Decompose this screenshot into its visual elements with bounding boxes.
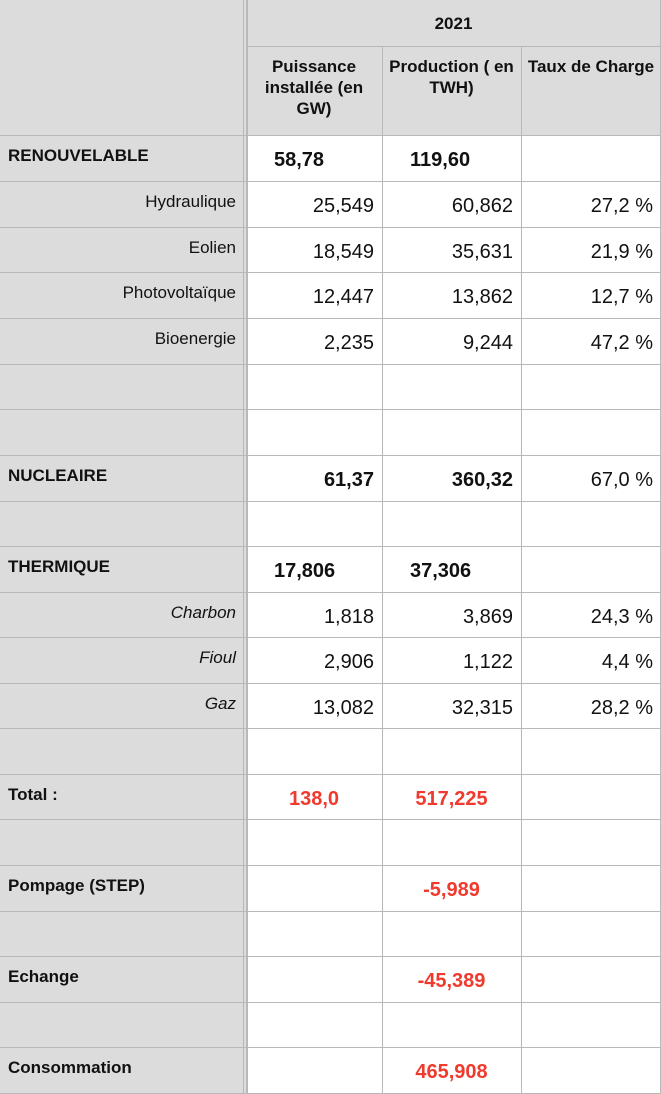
- grid-line: [0, 1047, 661, 1048]
- cell-value: 32,315: [451, 697, 513, 719]
- header-col3: Taux de Charge: [527, 57, 655, 76]
- row-label-cell[interactable]: [0, 1048, 246, 1094]
- cell-value: 2,906: [323, 651, 374, 673]
- cell-value: 12,7 %: [590, 286, 653, 308]
- row-label: Eolien: [188, 238, 236, 257]
- row-label: Consommation: [8, 1058, 132, 1077]
- table-cell[interactable]: [521, 456, 661, 502]
- row-label-cell[interactable]: [0, 820, 246, 866]
- table-cell[interactable]: [246, 547, 382, 593]
- table-cell[interactable]: [246, 365, 382, 410]
- row-label-cell[interactable]: [0, 957, 246, 1003]
- row-label-cell[interactable]: [0, 228, 246, 273]
- table-cell[interactable]: [521, 593, 661, 638]
- row-label: Pompage (STEP): [8, 876, 145, 895]
- table-cell[interactable]: [521, 228, 661, 273]
- row-label-cell[interactable]: [0, 547, 246, 593]
- cell-value: 360,32: [451, 469, 513, 491]
- table-cell[interactable]: [521, 775, 661, 820]
- row-label: Fioul: [199, 648, 236, 667]
- table-cell[interactable]: [246, 866, 382, 912]
- table-cell[interactable]: [246, 957, 382, 1003]
- table-cell[interactable]: [382, 729, 521, 775]
- cell-value: 37,306: [410, 560, 472, 582]
- cell-value: 119,60: [410, 149, 471, 171]
- table-cell[interactable]: [246, 182, 382, 228]
- table-cell[interactable]: [521, 365, 661, 410]
- table-cell[interactable]: [382, 684, 521, 729]
- cell-value: 2,235: [323, 332, 374, 354]
- table-cell[interactable]: [521, 273, 661, 319]
- table-cell[interactable]: [246, 319, 382, 365]
- table-cell[interactable]: [382, 775, 521, 820]
- table-cell[interactable]: [521, 638, 661, 684]
- cell-value: 465,908: [415, 1061, 488, 1083]
- header-col3-cell[interactable]: [521, 46, 661, 136]
- row-label-cell[interactable]: [0, 684, 246, 729]
- row-label-cell[interactable]: [0, 912, 246, 957]
- table-cell[interactable]: [382, 410, 521, 456]
- table-cell[interactable]: [521, 820, 661, 866]
- row-label-cell[interactable]: [0, 136, 246, 182]
- table-cell[interactable]: [521, 502, 661, 547]
- table-cell[interactable]: [382, 593, 521, 638]
- cell-value: 60,862: [451, 195, 513, 217]
- table-cell[interactable]: [246, 410, 382, 456]
- grid-line: [0, 227, 661, 228]
- table-cell[interactable]: [521, 866, 661, 912]
- cell-value: 138,0: [288, 788, 340, 810]
- table-cell[interactable]: [382, 638, 521, 684]
- cell-value: 1,122: [462, 651, 513, 673]
- cell-value: 9,244: [462, 332, 513, 354]
- header-year: 2021: [434, 14, 473, 33]
- table-cell[interactable]: [246, 820, 382, 866]
- table-cell[interactable]: [382, 1048, 521, 1094]
- table-cell[interactable]: [382, 820, 521, 866]
- row-label: RENOUVELABLE: [8, 146, 149, 165]
- header-corner-cell[interactable]: [0, 0, 246, 136]
- table-cell[interactable]: [382, 957, 521, 1003]
- row-label-cell[interactable]: [0, 273, 246, 319]
- cell-value: 25,549: [312, 195, 374, 217]
- table-cell[interactable]: [382, 365, 521, 410]
- grid-line: [0, 181, 661, 182]
- table-cell[interactable]: [382, 547, 521, 593]
- row-label-cell[interactable]: [0, 182, 246, 228]
- grid-line: [0, 911, 661, 912]
- cell-value: 17,806: [274, 560, 336, 582]
- table-cell[interactable]: [246, 912, 382, 957]
- grid-line: [0, 364, 661, 365]
- cell-value: -5,989: [423, 879, 480, 901]
- grid-line: [0, 956, 661, 957]
- cell-value: 21,9 %: [590, 241, 653, 263]
- grid-line: [0, 455, 661, 456]
- grid-line: [382, 46, 383, 1094]
- table-cell[interactable]: [382, 319, 521, 365]
- row-label-cell[interactable]: [0, 502, 246, 547]
- table-cell[interactable]: [521, 729, 661, 775]
- grid-line: [0, 501, 661, 502]
- grid-line: [0, 546, 661, 547]
- grid-line: [0, 409, 661, 410]
- grid-line: [243, 0, 244, 1094]
- table-cell[interactable]: [382, 136, 521, 182]
- table-cell[interactable]: [246, 593, 382, 638]
- cell-value: 1,818: [323, 606, 374, 628]
- grid-line: [0, 318, 661, 319]
- grid-line: [521, 46, 522, 1094]
- table-cell[interactable]: [246, 775, 382, 820]
- row-label-cell[interactable]: [0, 319, 246, 365]
- row-label: THERMIQUE: [8, 557, 110, 576]
- row-label-cell[interactable]: [0, 1003, 246, 1048]
- header-col2: Production ( en TWH): [389, 57, 514, 97]
- table-cell[interactable]: [246, 456, 382, 502]
- cell-value: -45,389: [417, 970, 486, 992]
- table-cell[interactable]: [521, 912, 661, 957]
- table-cell[interactable]: [382, 502, 521, 547]
- table-cell[interactable]: [382, 912, 521, 957]
- table-cell[interactable]: [382, 273, 521, 319]
- table-cell[interactable]: [382, 228, 521, 273]
- row-label: Charbon: [170, 603, 236, 622]
- header-col1: Puissance installée (en GW): [264, 57, 364, 118]
- row-label-cell[interactable]: [0, 365, 246, 410]
- grid-line: [0, 819, 661, 820]
- grid-line: [0, 774, 661, 775]
- grid-line: [0, 135, 661, 136]
- grid-line: [246, 0, 248, 1094]
- row-label-cell[interactable]: [0, 638, 246, 684]
- grid-line: [0, 272, 661, 273]
- row-label-cell[interactable]: [0, 593, 246, 638]
- row-label: Photovoltaïque: [122, 283, 236, 302]
- row-label: Bioenergie: [154, 329, 236, 348]
- cell-value: 27,2 %: [590, 195, 653, 217]
- table-cell[interactable]: [521, 547, 661, 593]
- cell-value: 18,549: [312, 241, 374, 263]
- table-cell[interactable]: [521, 136, 661, 182]
- table-cell[interactable]: [246, 729, 382, 775]
- cell-value: 517,225: [415, 788, 488, 810]
- grid-line: [246, 46, 661, 47]
- table-cell[interactable]: [382, 182, 521, 228]
- table-cell[interactable]: [521, 1048, 661, 1094]
- grid-line: [0, 728, 661, 729]
- grid-line: [0, 1002, 661, 1003]
- cell-value: 67,0 %: [590, 469, 653, 491]
- cell-value: 12,447: [312, 286, 374, 308]
- cell-value: 24,3 %: [590, 606, 653, 628]
- header-year-cell[interactable]: [246, 0, 661, 46]
- cell-value: 13,082: [312, 697, 374, 719]
- row-label: Hydraulique: [145, 192, 236, 211]
- table-cell[interactable]: [382, 456, 521, 502]
- table-cell[interactable]: [246, 1048, 382, 1094]
- grid-line: [0, 683, 661, 684]
- row-label: Total :: [8, 785, 58, 804]
- row-label: NUCLEAIRE: [8, 466, 108, 485]
- table-cell[interactable]: [521, 957, 661, 1003]
- table-cell[interactable]: [382, 866, 521, 912]
- table-cell[interactable]: [246, 638, 382, 684]
- row-label-cell[interactable]: [0, 866, 246, 912]
- cell-value: 58,78: [274, 149, 325, 171]
- table-cell[interactable]: [246, 136, 382, 182]
- row-label-cell[interactable]: [0, 775, 246, 820]
- header-col1-cell[interactable]: [246, 46, 382, 136]
- table-cell[interactable]: [521, 684, 661, 729]
- grid-line: [0, 637, 661, 638]
- table-cell[interactable]: [521, 319, 661, 365]
- row-label-cell[interactable]: [0, 410, 246, 456]
- table-cell[interactable]: [521, 182, 661, 228]
- grid-line: [0, 592, 661, 593]
- table-cell[interactable]: [382, 1003, 521, 1048]
- cell-value: 28,2 %: [590, 697, 653, 719]
- row-label-cell[interactable]: [0, 729, 246, 775]
- cell-value: 13,862: [451, 286, 513, 308]
- row-label: Gaz: [204, 694, 236, 713]
- table-cell[interactable]: [521, 1003, 661, 1048]
- row-label: Echange: [8, 967, 79, 986]
- table-cell[interactable]: [246, 1003, 382, 1048]
- table-cell[interactable]: [246, 228, 382, 273]
- cell-value: 47,2 %: [590, 332, 653, 354]
- cell-value: 35,631: [451, 241, 513, 263]
- table-cell[interactable]: [246, 502, 382, 547]
- table-cell[interactable]: [246, 273, 382, 319]
- cell-value: 3,869: [462, 606, 513, 628]
- table-cell[interactable]: [246, 684, 382, 729]
- grid-line: [0, 865, 661, 866]
- table-cell[interactable]: [521, 410, 661, 456]
- row-label-cell[interactable]: [0, 456, 246, 502]
- cell-value: 61,37: [323, 469, 374, 491]
- cell-value: 4,4 %: [601, 651, 653, 673]
- header-col2-cell[interactable]: [382, 46, 521, 136]
